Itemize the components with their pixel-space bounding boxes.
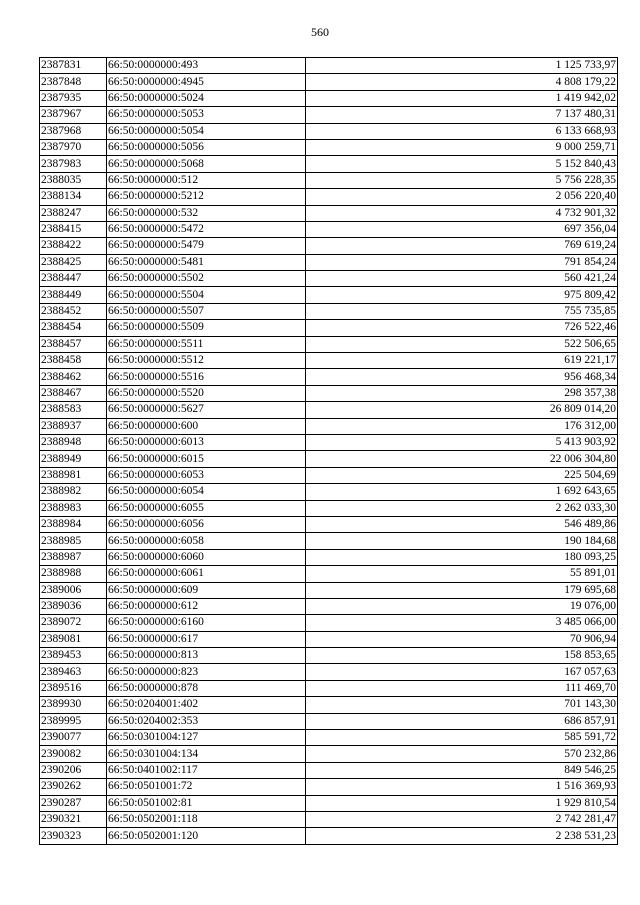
table-row <box>40 303 618 319</box>
row-id: 2389081 <box>40 631 107 647</box>
row-id: 2389516 <box>40 680 107 696</box>
cadastral-number: 66:50:0000000:5481 <box>107 254 306 270</box>
row-id: 2387935 <box>40 90 107 106</box>
cadastral-value: 7 137 480,31 <box>306 107 618 123</box>
table-row <box>40 418 618 434</box>
table-row <box>40 811 618 827</box>
cadastral-number: 66:50:0000000:5512 <box>107 353 306 369</box>
row-id: 2388462 <box>40 369 107 385</box>
row-id: 2388982 <box>40 484 107 500</box>
cadastral-value: 9 000 259,71 <box>306 139 618 155</box>
cadastral-value: 2 262 033,30 <box>306 500 618 516</box>
row-id: 2389072 <box>40 615 107 631</box>
row-id: 2390262 <box>40 779 107 795</box>
cadastral-number: 66:50:0000000:493 <box>107 58 306 74</box>
row-id: 2388985 <box>40 533 107 549</box>
cadastral-number: 66:50:0000000:5504 <box>107 287 306 303</box>
cadastral-value: 3 485 066,00 <box>306 615 618 631</box>
table-row <box>40 467 618 483</box>
row-id: 2388134 <box>40 189 107 205</box>
cadastral-number: 66:50:0501002:81 <box>107 795 306 811</box>
cadastral-number: 66:50:0000000:617 <box>107 631 306 647</box>
cadastral-number: 66:50:0000000:4945 <box>107 74 306 90</box>
table-body <box>40 58 618 845</box>
cadastral-value: 26 809 014,20 <box>306 402 618 418</box>
cadastral-value: 1 125 733,97 <box>306 58 618 74</box>
row-id: 2388449 <box>40 287 107 303</box>
cadastral-value: 619 221,17 <box>306 353 618 369</box>
cadastral-number: 66:50:0000000:5479 <box>107 238 306 254</box>
row-id: 2387831 <box>40 58 107 74</box>
cadastral-number: 66:50:0501001:72 <box>107 779 306 795</box>
cadastral-number: 66:50:0000000:5068 <box>107 156 306 172</box>
cadastral-value: 5 413 903,92 <box>306 434 618 450</box>
row-id: 2389463 <box>40 664 107 680</box>
cadastral-value: 190 184,68 <box>306 533 618 549</box>
cadastral-value: 70 906,94 <box>306 631 618 647</box>
table-row <box>40 451 618 467</box>
cadastral-value: 22 006 304,80 <box>306 451 618 467</box>
row-id: 2387970 <box>40 139 107 155</box>
row-id: 2388984 <box>40 516 107 532</box>
table-row <box>40 779 618 795</box>
row-id: 2388988 <box>40 566 107 582</box>
cadastral-value-table <box>39 57 618 845</box>
cadastral-value: 686 857,91 <box>306 713 618 729</box>
cadastral-number: 66:50:0000000:6061 <box>107 566 306 582</box>
cadastral-value: 769 619,24 <box>306 238 618 254</box>
cadastral-number: 66:50:0000000:612 <box>107 598 306 614</box>
cadastral-number: 66:50:0000000:5509 <box>107 320 306 336</box>
cadastral-number: 66:50:0000000:6056 <box>107 516 306 532</box>
table-row <box>40 631 618 647</box>
table-row <box>40 713 618 729</box>
row-id: 2388981 <box>40 467 107 483</box>
cadastral-number: 66:50:0000000:532 <box>107 205 306 221</box>
cadastral-number: 66:50:0000000:6160 <box>107 615 306 631</box>
cadastral-number: 66:50:0000000:5056 <box>107 139 306 155</box>
row-id: 2387968 <box>40 123 107 139</box>
table-row <box>40 566 618 582</box>
table-row <box>40 90 618 106</box>
table-row <box>40 615 618 631</box>
cadastral-number: 66:50:0000000:5502 <box>107 271 306 287</box>
cadastral-value: 179 695,68 <box>306 582 618 598</box>
cadastral-number: 66:50:0000000:878 <box>107 680 306 696</box>
table-row <box>40 205 618 221</box>
table-row <box>40 680 618 696</box>
table-row <box>40 156 618 172</box>
row-id: 2389995 <box>40 713 107 729</box>
row-id: 2388583 <box>40 402 107 418</box>
cadastral-value: 4 808 179,22 <box>306 74 618 90</box>
table-row <box>40 139 618 155</box>
cadastral-number: 66:50:0000000:5024 <box>107 90 306 106</box>
table-row <box>40 648 618 664</box>
row-id: 2388247 <box>40 205 107 221</box>
cadastral-number: 66:50:0000000:823 <box>107 664 306 680</box>
table-row <box>40 762 618 778</box>
row-id: 2388937 <box>40 418 107 434</box>
row-id: 2388987 <box>40 549 107 565</box>
table-row <box>40 74 618 90</box>
cadastral-value: 585 591,72 <box>306 730 618 746</box>
table-row <box>40 107 618 123</box>
row-id: 2388983 <box>40 500 107 516</box>
table-row <box>40 353 618 369</box>
row-id: 2389006 <box>40 582 107 598</box>
row-id: 2390287 <box>40 795 107 811</box>
table-row <box>40 336 618 352</box>
cadastral-number: 66:50:0401002:117 <box>107 762 306 778</box>
table-row <box>40 730 618 746</box>
row-id: 2387967 <box>40 107 107 123</box>
table-row <box>40 271 618 287</box>
row-id: 2388422 <box>40 238 107 254</box>
row-id: 2390206 <box>40 762 107 778</box>
row-id: 2390321 <box>40 811 107 827</box>
cadastral-value: 158 853,65 <box>306 648 618 664</box>
row-id: 2390323 <box>40 828 107 844</box>
table-row <box>40 254 618 270</box>
table-row <box>40 58 618 74</box>
cadastral-value: 697 356,04 <box>306 221 618 237</box>
cadastral-number: 66:50:0000000:5472 <box>107 221 306 237</box>
cadastral-number: 66:50:0502001:118 <box>107 811 306 827</box>
cadastral-number: 66:50:0000000:5520 <box>107 385 306 401</box>
table-row <box>40 664 618 680</box>
table-row <box>40 516 618 532</box>
table-row <box>40 598 618 614</box>
cadastral-value: 975 809,42 <box>306 287 618 303</box>
table-row <box>40 369 618 385</box>
cadastral-number: 66:50:0000000:6053 <box>107 467 306 483</box>
row-id: 2388447 <box>40 271 107 287</box>
row-id: 2387848 <box>40 74 107 90</box>
row-id: 2390077 <box>40 730 107 746</box>
cadastral-number: 66:50:0301004:134 <box>107 746 306 762</box>
table-row <box>40 123 618 139</box>
cadastral-value: 1 692 643,65 <box>306 484 618 500</box>
row-id: 2388948 <box>40 434 107 450</box>
cadastral-number: 66:50:0000000:609 <box>107 582 306 598</box>
cadastral-number: 66:50:0000000:5053 <box>107 107 306 123</box>
cadastral-value: 55 891,01 <box>306 566 618 582</box>
cadastral-value: 701 143,30 <box>306 697 618 713</box>
cadastral-value: 956 468,34 <box>306 369 618 385</box>
table-row <box>40 221 618 237</box>
table-row <box>40 189 618 205</box>
row-id: 2388452 <box>40 303 107 319</box>
cadastral-number: 66:50:0204001:402 <box>107 697 306 713</box>
cadastral-value: 522 506,65 <box>306 336 618 352</box>
cadastral-number: 66:50:0204002:353 <box>107 713 306 729</box>
row-id: 2389930 <box>40 697 107 713</box>
cadastral-value: 298 357,38 <box>306 385 618 401</box>
table-row <box>40 434 618 450</box>
cadastral-value: 1 516 369,93 <box>306 779 618 795</box>
row-id: 2387983 <box>40 156 107 172</box>
table-row <box>40 320 618 336</box>
cadastral-value: 180 093,25 <box>306 549 618 565</box>
cadastral-value: 225 504,69 <box>306 467 618 483</box>
cadastral-number: 66:50:0301004:127 <box>107 730 306 746</box>
table-row <box>40 582 618 598</box>
table-row <box>40 697 618 713</box>
row-id: 2388035 <box>40 172 107 188</box>
cadastral-number: 66:50:0000000:5516 <box>107 369 306 385</box>
row-id: 2388949 <box>40 451 107 467</box>
row-id: 2389453 <box>40 648 107 664</box>
cadastral-value: 791 854,24 <box>306 254 618 270</box>
cadastral-value: 726 522,46 <box>306 320 618 336</box>
cadastral-value: 5 152 840,43 <box>306 156 618 172</box>
cadastral-number: 66:50:0000000:6013 <box>107 434 306 450</box>
cadastral-number: 66:50:0502001:120 <box>107 828 306 844</box>
cadastral-value: 111 469,70 <box>306 680 618 696</box>
table-row <box>40 385 618 401</box>
cadastral-value: 546 489,86 <box>306 516 618 532</box>
cadastral-number: 66:50:0000000:6055 <box>107 500 306 516</box>
cadastral-number: 66:50:0000000:5054 <box>107 123 306 139</box>
cadastral-value: 1 419 942,02 <box>306 90 618 106</box>
table-row <box>40 746 618 762</box>
cadastral-value: 5 756 228,35 <box>306 172 618 188</box>
cadastral-number: 66:50:0000000:5212 <box>107 189 306 205</box>
table-row <box>40 172 618 188</box>
cadastral-value: 2 056 220,40 <box>306 189 618 205</box>
cadastral-value: 6 133 668,93 <box>306 123 618 139</box>
table-row <box>40 533 618 549</box>
table-row <box>40 500 618 516</box>
cadastral-value: 4 732 901,32 <box>306 205 618 221</box>
page-number: 560 <box>311 25 329 39</box>
table-row <box>40 549 618 565</box>
cadastral-number: 66:50:0000000:5627 <box>107 402 306 418</box>
row-id: 2390082 <box>40 746 107 762</box>
cadastral-value: 167 057,63 <box>306 664 618 680</box>
cadastral-value: 176 312,00 <box>306 418 618 434</box>
cadastral-number: 66:50:0000000:813 <box>107 648 306 664</box>
row-id: 2388457 <box>40 336 107 352</box>
cadastral-number: 66:50:0000000:5507 <box>107 303 306 319</box>
cadastral-value: 2 238 531,23 <box>306 828 618 844</box>
table-row <box>40 402 618 418</box>
cadastral-value: 560 421,24 <box>306 271 618 287</box>
row-id: 2388425 <box>40 254 107 270</box>
cadastral-number: 66:50:0000000:5511 <box>107 336 306 352</box>
cadastral-value: 570 232,86 <box>306 746 618 762</box>
cadastral-number: 66:50:0000000:600 <box>107 418 306 434</box>
table-row <box>40 287 618 303</box>
cadastral-number: 66:50:0000000:6058 <box>107 533 306 549</box>
cadastral-value: 755 735,85 <box>306 303 618 319</box>
table-row <box>40 795 618 811</box>
table-row <box>40 828 618 844</box>
cadastral-value: 849 546,25 <box>306 762 618 778</box>
table-row <box>40 484 618 500</box>
table-row <box>40 238 618 254</box>
row-id: 2388454 <box>40 320 107 336</box>
row-id: 2388415 <box>40 221 107 237</box>
cadastral-value: 1 929 810,54 <box>306 795 618 811</box>
cadastral-number: 66:50:0000000:512 <box>107 172 306 188</box>
cadastral-number: 66:50:0000000:6060 <box>107 549 306 565</box>
row-id: 2388458 <box>40 353 107 369</box>
cadastral-value: 19 076,00 <box>306 598 618 614</box>
cadastral-number: 66:50:0000000:6015 <box>107 451 306 467</box>
cadastral-number: 66:50:0000000:6054 <box>107 484 306 500</box>
row-id: 2389036 <box>40 598 107 614</box>
cadastral-value: 2 742 281,47 <box>306 811 618 827</box>
row-id: 2388467 <box>40 385 107 401</box>
